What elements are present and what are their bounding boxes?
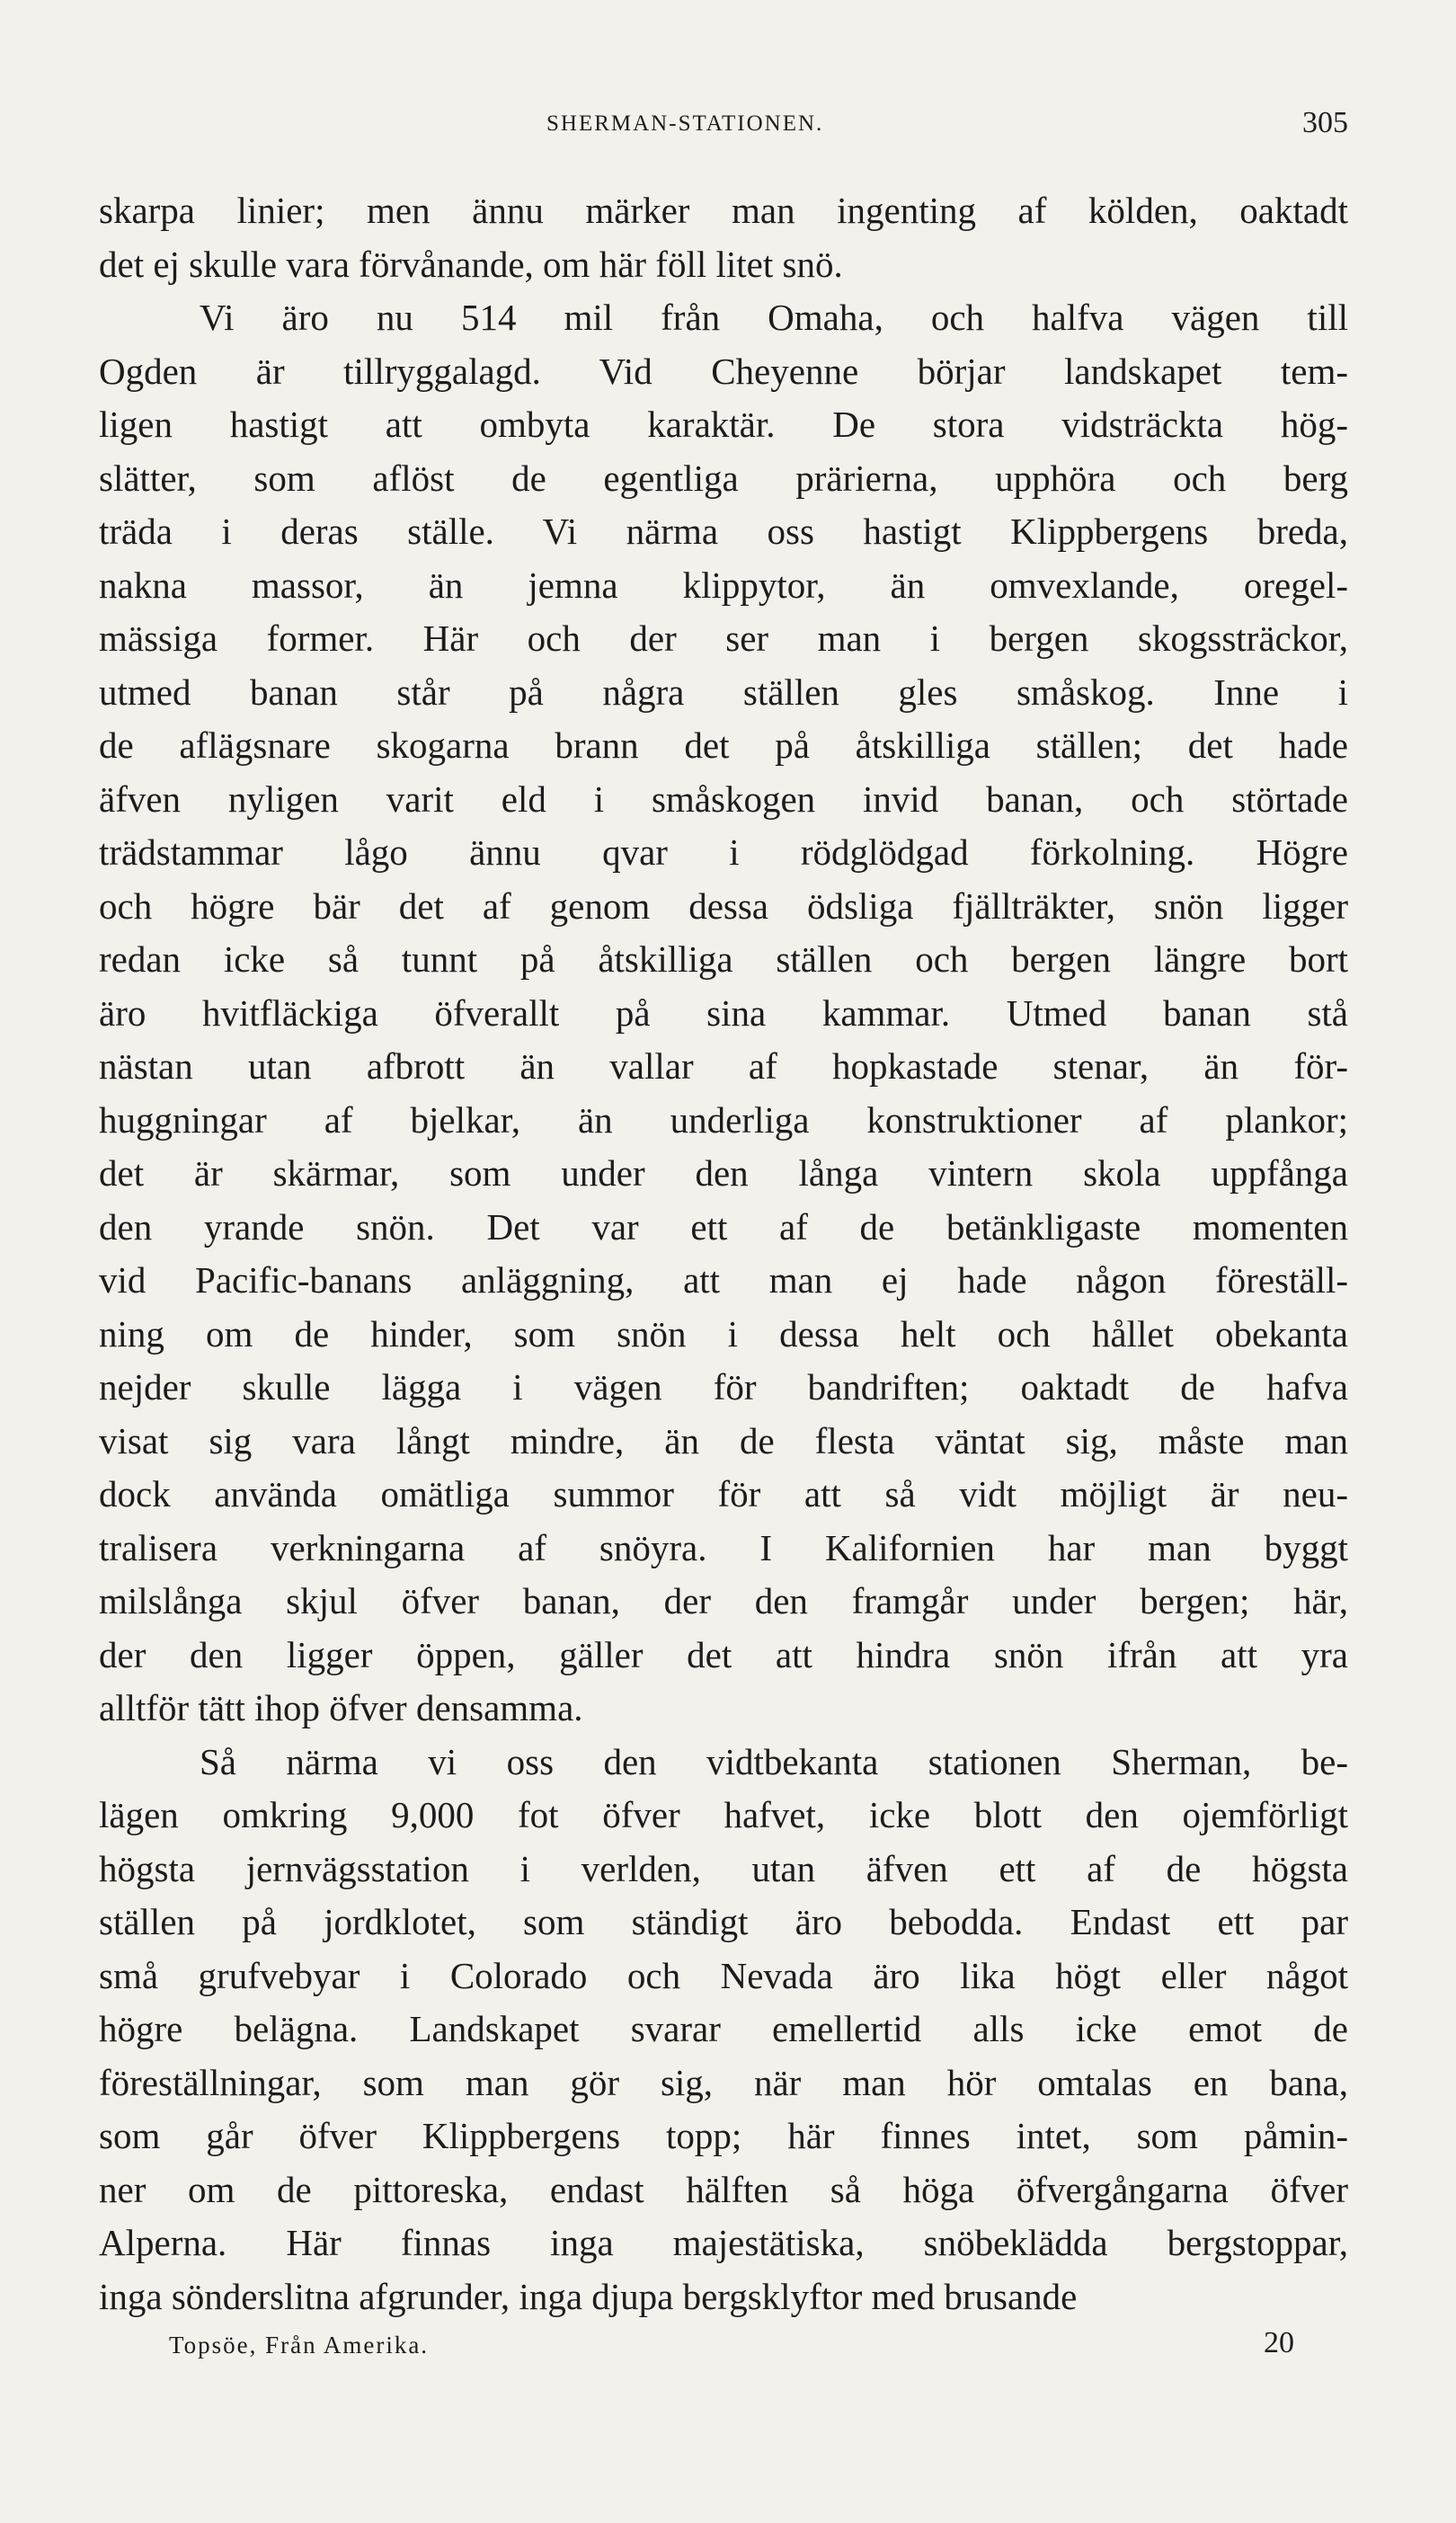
text-line: nästan utan afbrott än vallar af hopkastade stenar, än för- <box>99 1045 1348 1087</box>
text-line: Ogden är tillryggalagd. Vid Cheyenne börjar landskapet tem- <box>99 350 1348 392</box>
text-line: ner om de pittoreska, endast hälften så höga öfvergångarna öfver <box>99 2168 1348 2210</box>
text-line: det ej skulle vara förvånande, om här föll litet snö. <box>99 243 843 285</box>
sheet-number: 20 <box>1264 2326 1294 2359</box>
text-line: ställen på jordklotet, som ständigt äro bebodda. Endast ett par <box>99 1901 1348 1942</box>
text-line: nakna massor, än jemna klippytor, än omvexlande, oregel- <box>99 564 1348 606</box>
text-line: slätter, som aflöst de egentliga prärierna, upphöra och berg <box>99 457 1348 499</box>
text-line: Så närma vi oss den vidtbekanta stationen Sherman, be- <box>200 1740 1348 1782</box>
text-line: högsta jernvägsstation i verlden, utan äfven ett af de högsta <box>99 1847 1348 1889</box>
page-footer <box>169 2326 1294 2369</box>
paragraph <box>99 1736 1348 2324</box>
text-line: ligen hastigt att ombyta karaktär. De stora vidsträckta hög- <box>99 404 1348 445</box>
printer-signature: Topsöe, Från Amerika. <box>169 2332 430 2359</box>
running-title: SHERMAN-STATIONEN. <box>546 111 824 136</box>
text-line: som går öfver Klippbergens topp; här finnes intet, som påmin- <box>99 2115 1348 2156</box>
text-line: små grufvebyar i Colorado och Nevada äro lika högt eller något <box>99 1954 1348 1996</box>
text-line: Alperna. Här finnas inga majestätiska, snöbeklädda bergstoppar, <box>99 2222 1348 2263</box>
text-line: nejder skulle lägga i vägen för bandriften; oaktadt de hafva <box>99 1366 1348 1408</box>
text-line: den yrande snön. Det var ett af de betänkligaste momenten <box>99 1205 1348 1248</box>
text-line: Vi äro nu 514 mil från Omaha, och halfva vägen till <box>200 297 1348 338</box>
text-line: utmed banan står på några ställen gles småskog. Inne i <box>99 671 1348 713</box>
paragraph <box>99 184 1348 291</box>
text-line: högre belägna. Landskapet svarar emellertid alls icke emot de <box>99 2008 1348 2049</box>
page-number: 305 <box>1302 106 1348 139</box>
text-line: dock använda omätliga summor för att så vidt möjligt är neu- <box>99 1473 1348 1515</box>
text-line: huggningar af bjelkar, än underliga konstruktioner af plankor; <box>99 1098 1348 1141</box>
text-line: milslånga skjul öfver banan, der den framgår under bergen; här, <box>99 1580 1348 1621</box>
body-text <box>99 184 1348 2323</box>
text-line: vid Pacific-banans anläggning, att man ej hade någon föreställ- <box>99 1259 1348 1301</box>
text-line: skarpa linier; men ännu märker man ingenting af kölden, oaktadt <box>99 190 1348 231</box>
text-line: äro hvitfläckiga öfverallt på sina kammar. Utmed banan stå <box>99 991 1348 1034</box>
text-line: det är skärmar, som under den långa vintern skola uppfånga <box>99 1152 1348 1194</box>
text-line: och högre bär det af genom dessa ödsliga fjällträkter, snön ligger <box>99 884 1348 927</box>
page-header <box>99 106 1348 146</box>
paragraph <box>99 291 1348 1736</box>
text-line: lägen omkring 9,000 fot öfver hafvet, icke blott den ojemförligt <box>99 1794 1348 1835</box>
text-line: trädstammar lågo ännu qvar i rödglödgad förkolning. Högre <box>99 831 1348 873</box>
text-line: ning om de hinder, som snön i dessa helt och hållet obekanta <box>99 1312 1348 1355</box>
text-line: föreställningar, som man gör sig, när man hör omtalas en bana, <box>99 2061 1348 2103</box>
text-line: der den ligger öppen, gäller det att hindra snön ifrån att yra <box>99 1633 1348 1675</box>
text-line: mässiga former. Här och der ser man i bergen skogssträckor, <box>99 617 1348 659</box>
text-line: redan icke så tunnt på åtskilliga ställen och bergen längre bort <box>99 938 1348 980</box>
text-line: alltför tätt ihop öfver densamma. <box>99 1687 583 1728</box>
text-line: träda i deras ställe. Vi närma oss hastigt Klippbergens breda, <box>99 511 1348 552</box>
text-line: visat sig vara långt mindre, än de flesta väntat sig, måste man <box>99 1419 1348 1461</box>
text-line: äfven nyligen varit eld i småskogen invid banan, och störtade <box>99 777 1348 820</box>
text-line: inga sönderslitna afgrunder, inga djupa bergsklyftor med brusande <box>99 2275 1078 2317</box>
text-line: tralisera verkningarna af snöyra. I Kalifornien har man byggt <box>99 1526 1348 1568</box>
text-line: de aflägsnare skogarna brann det på åtskilliga ställen; det hade <box>99 724 1348 766</box>
